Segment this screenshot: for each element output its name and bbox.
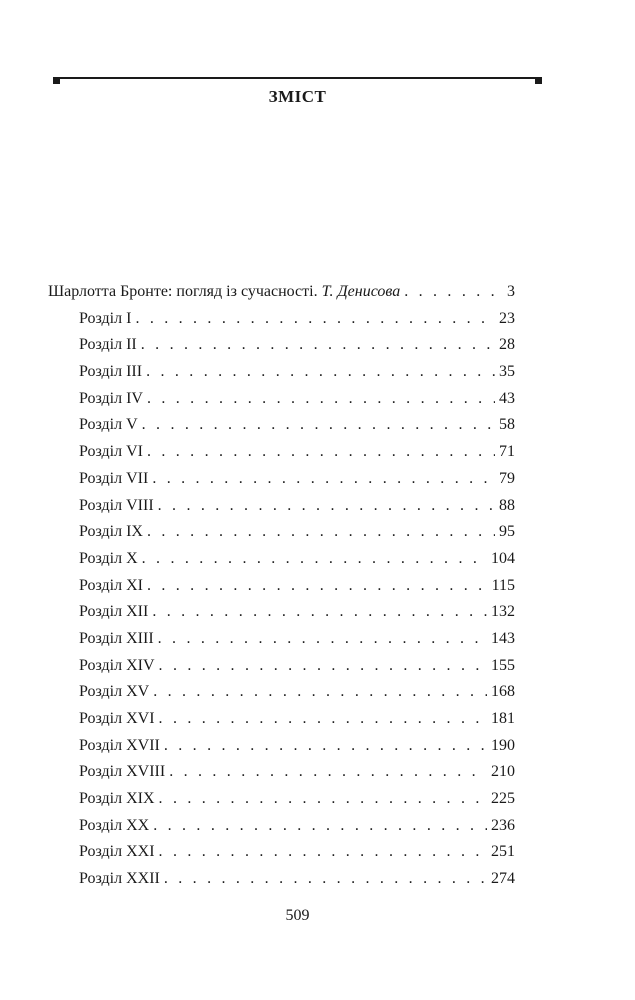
chapter-page: 132 bbox=[491, 603, 515, 621]
toc-entry-chapter bbox=[48, 813, 515, 840]
chapter-page: 28 bbox=[499, 336, 515, 354]
dot-leader bbox=[153, 813, 487, 840]
chapter-page: 190 bbox=[491, 736, 515, 754]
dot-leader bbox=[147, 439, 495, 466]
chapter-page: 43 bbox=[499, 389, 515, 407]
toc-entry-chapter bbox=[48, 386, 515, 413]
toc-entry-chapter bbox=[48, 466, 515, 493]
dot-leader bbox=[147, 519, 495, 546]
chapter-label: Розділ XVIII bbox=[79, 763, 166, 781]
chapter-label: Розділ V bbox=[79, 416, 138, 434]
chapter-page: 79 bbox=[499, 469, 515, 487]
chapter-label: Розділ XVI bbox=[79, 710, 155, 727]
toc-entry-chapter bbox=[48, 439, 515, 466]
chapter-page: 210 bbox=[491, 763, 515, 781]
chapter-label: Розділ XIII bbox=[79, 629, 154, 647]
toc-entry-page: 3 bbox=[507, 283, 515, 300]
chapter-page: 168 bbox=[491, 683, 515, 701]
dot-leader bbox=[147, 386, 495, 413]
toc-entry-chapter bbox=[48, 519, 515, 546]
toc-entry-chapter bbox=[48, 359, 515, 386]
toc-entry-intro bbox=[48, 279, 515, 306]
dot-leader bbox=[135, 306, 495, 333]
page-title: ЗМІСТ bbox=[268, 87, 327, 106]
chapter-page: 155 bbox=[491, 656, 515, 674]
toc-entry-chapter bbox=[48, 679, 515, 706]
toc-entry-chapter bbox=[48, 866, 515, 893]
dot-leader bbox=[159, 653, 487, 680]
toc-entry-chapter bbox=[48, 839, 515, 866]
chapter-label: Розділ XI bbox=[79, 576, 143, 594]
chapter-label: Розділ XXII bbox=[79, 870, 160, 888]
header-rule bbox=[56, 77, 542, 79]
chapter-label: Розділ XXI bbox=[79, 843, 155, 861]
dot-leader bbox=[158, 493, 495, 520]
toc-entry-chapter bbox=[48, 733, 515, 760]
intro-title: Шарлотта Бронте: погляд із сучасності. bbox=[48, 283, 318, 300]
chapter-label: Розділ IV bbox=[79, 389, 143, 407]
dot-leader bbox=[158, 626, 487, 653]
dot-leader bbox=[404, 279, 497, 306]
chapter-label: Розділ XIV bbox=[79, 656, 155, 674]
chapter-page: 104 bbox=[491, 549, 515, 567]
toc-entry-chapter bbox=[48, 573, 515, 600]
dot-leader bbox=[159, 839, 487, 866]
toc-entry-chapter bbox=[48, 306, 515, 333]
chapter-page: 58 bbox=[499, 416, 515, 434]
chapter-page: 143 bbox=[491, 629, 515, 647]
table-of-contents bbox=[48, 279, 515, 893]
chapter-label: Розділ I bbox=[79, 309, 132, 327]
toc-entry-chapter bbox=[48, 332, 515, 359]
chapter-label: Розділ VIII bbox=[79, 496, 154, 514]
chapter-label: Розділ XV bbox=[79, 683, 150, 701]
chapter-page: 181 bbox=[491, 710, 515, 727]
chapter-label: Розділ XVII bbox=[79, 736, 160, 754]
dot-leader bbox=[142, 412, 495, 439]
dot-leader bbox=[147, 573, 488, 600]
dot-leader bbox=[153, 679, 487, 706]
chapter-page: 251 bbox=[491, 843, 515, 861]
header-square-left bbox=[53, 77, 60, 84]
dot-leader bbox=[169, 759, 487, 786]
toc-entry-chapter bbox=[48, 706, 515, 733]
header-square-right bbox=[535, 77, 542, 84]
toc-entry-chapter bbox=[48, 786, 515, 813]
chapter-label: Розділ XII bbox=[79, 603, 149, 621]
chapter-page: 274 bbox=[491, 870, 515, 888]
dot-leader bbox=[159, 786, 487, 813]
dot-leader bbox=[142, 546, 487, 573]
chapter-label: Розділ XX bbox=[79, 816, 150, 834]
dot-leader bbox=[141, 332, 495, 359]
chapter-label: Розділ XIX bbox=[79, 790, 155, 808]
chapter-label: Розділ IX bbox=[79, 523, 143, 541]
toc-entry-title bbox=[48, 279, 400, 306]
chapter-label: Розділ II bbox=[79, 336, 137, 354]
toc-entry-chapter bbox=[48, 546, 515, 573]
toc-entry-chapter bbox=[48, 653, 515, 680]
chapter-page: 225 bbox=[491, 790, 515, 808]
dot-leader bbox=[159, 706, 487, 733]
dot-leader bbox=[152, 599, 487, 626]
dot-leader bbox=[152, 466, 495, 493]
chapter-label: Розділ VII bbox=[79, 469, 149, 487]
chapter-label: Розділ VI bbox=[79, 443, 143, 461]
dot-leader bbox=[164, 866, 487, 893]
toc-entry-chapter bbox=[48, 412, 515, 439]
toc-entry-chapter bbox=[48, 626, 515, 653]
toc-entry-chapter bbox=[48, 493, 515, 520]
chapter-page: 115 bbox=[491, 576, 515, 594]
dot-leader bbox=[164, 733, 487, 760]
chapter-page: 236 bbox=[491, 816, 515, 834]
toc-entry-chapter bbox=[48, 599, 515, 626]
chapter-page: 71 bbox=[499, 443, 515, 461]
chapter-page: 35 bbox=[499, 363, 515, 381]
chapter-label: Розділ X bbox=[79, 549, 138, 567]
chapter-page: 95 bbox=[499, 523, 515, 541]
toc-entry-chapter bbox=[48, 759, 515, 786]
chapter-page: 23 bbox=[499, 309, 515, 327]
page-number: 509 bbox=[285, 907, 310, 924]
dot-leader bbox=[146, 359, 495, 386]
chapter-label: Розділ III bbox=[79, 363, 143, 381]
intro-author: Т. Денисова bbox=[321, 283, 401, 300]
chapter-page: 88 bbox=[499, 496, 515, 514]
